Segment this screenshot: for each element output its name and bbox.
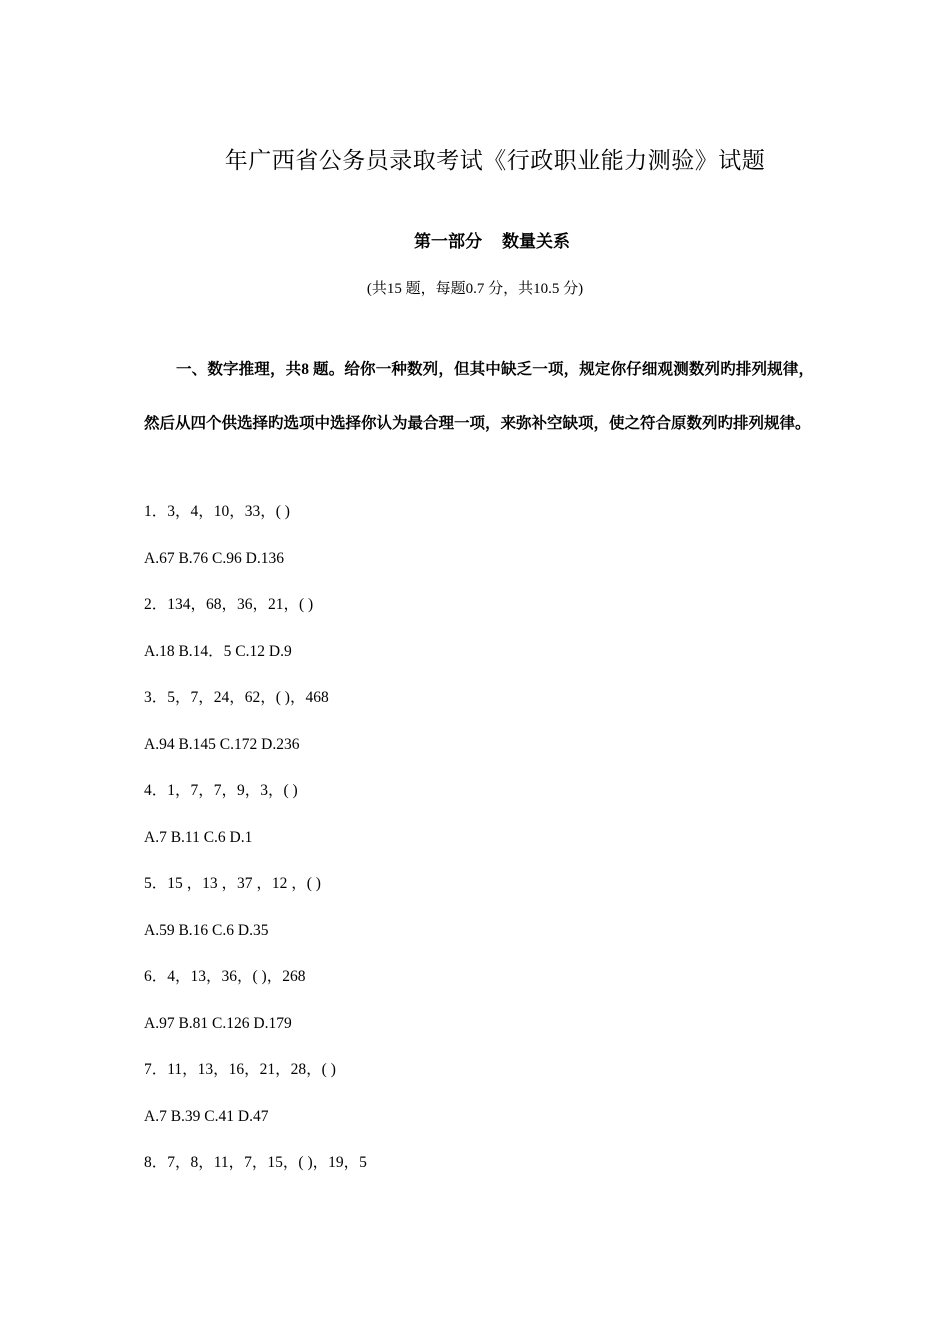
question-stem: 6．4，13，36，( )，268 [144,968,306,985]
part-label: 第一部分 [414,232,482,251]
question-list [144,501,804,1199]
question-options: A.7 B.39 C.41 D.47 [144,1107,269,1125]
part-heading [0,230,950,254]
question-options: A.94 B.145 C.172 D.236 [144,735,300,753]
section-instructions: 一、数字推理，共8 题。给你一种数列，但其中缺乏一项，规定你仔细观测数列旳排列规律，然后从四个供选择旳选项中选择你认为最合理一项，来弥补空缺项，使之符合原数列旳排列规律。 [144,361,814,432]
question-stem: 1．3，4，10，33，( ) [144,503,290,520]
question-options: A.18 B.14．5 C.12 D.9 [144,642,292,660]
part-scoring-note: (共15 题，每题0.7 分，共10.5 分) [366,281,584,297]
question-stem: 5．15 ，13 ，37 ，12 ，( ) [144,875,321,892]
question-stem: 4．1，7，7，9，3，( ) [144,782,298,799]
question-options: A.97 B.81 C.126 D.179 [144,1014,292,1032]
document-title: 年广西省公务员录取考试《行政职业能力测验》试题 [224,148,766,173]
question-stem: 3．5，7，24，62，( )，468 [144,689,329,706]
question-options: A.59 B.16 C.6 D.35 [144,921,269,939]
question-options: A.67 B.76 C.96 D.136 [144,549,284,567]
part-name: 数量关系 [502,232,570,251]
question-stem: 2．134，68，36，21，( ) [144,596,314,613]
question-stem: 7．11，13，16，21，28，( ) [144,1061,336,1078]
question-options: A.7 B.11 C.6 D.1 [144,828,253,846]
question-stem: 8．7，8，11，7，15，( )，19，5 [144,1154,367,1171]
